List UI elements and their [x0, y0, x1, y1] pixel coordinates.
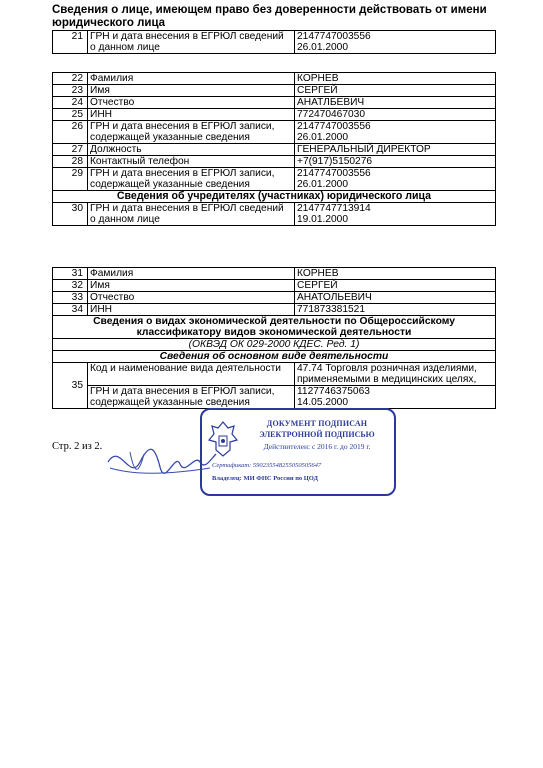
row-value: 47.74 Торговля розничная изделиями, применяемыми в медицинских целях,	[295, 363, 496, 386]
row-number: 24	[53, 97, 88, 109]
row-label: Фамилия	[88, 268, 295, 280]
row-label: Имя	[88, 280, 295, 292]
digital-signature-stamp	[200, 408, 396, 496]
table-row	[53, 121, 496, 144]
main-activity-title: Сведения об основном виде деятельности	[53, 351, 496, 363]
row-value: +7(917)5150276	[295, 156, 496, 168]
row-number: 21	[53, 31, 88, 54]
row-value: 2147747003556 26.01.2000	[295, 31, 496, 54]
table-row	[53, 304, 496, 316]
row-number: 34	[53, 304, 88, 316]
row-value: ГЕНЕРАЛЬНЫЙ ДИРЕКТОР	[295, 144, 496, 156]
activity-title: Сведения о видах экономической деятельности по Общероссийскому классификатору видов экономической деятельности	[53, 316, 496, 339]
row-label: Фамилия	[88, 73, 295, 85]
stamp-validity: Действителен: с 2016 г. до 2019 г.	[263, 442, 371, 451]
table-row	[53, 97, 496, 109]
table-row	[53, 268, 496, 280]
row-label: ГРН и дата внесения в ЕГРЮЛ сведений о данном лице	[88, 31, 295, 54]
row-value: 2147747713914 19.01.2000	[295, 203, 496, 226]
stamp-line: ДОКУМЕНТ ПОДПИСАН	[266, 419, 368, 428]
row-value: 771873381521	[295, 304, 496, 316]
row-label: Должность	[88, 144, 295, 156]
row-value: КОРНЕВ	[295, 73, 496, 85]
row-value: 2147747003556 26.01.2000	[295, 121, 496, 144]
row-number: 31	[53, 268, 88, 280]
activity-subtitle: (ОКВЭД ОК 029-2000 КДЕС. Ред. 1)	[53, 339, 496, 351]
row-number: 29	[53, 168, 88, 191]
section-heading: Сведения о лице, имеющем право без доверенности действовать от имени юридического лица	[52, 4, 487, 29]
row-label: ГРН и дата внесения в ЕГРЮЛ записи, содержащей указанные сведения	[88, 386, 295, 409]
table-row	[53, 168, 496, 191]
row-label: ИНН	[88, 109, 295, 121]
row-value: 772470467030	[295, 109, 496, 121]
page-number: Стр. 2 из 2.	[52, 441, 103, 452]
table-block-d	[52, 267, 496, 409]
row-number: 25	[53, 109, 88, 121]
table-row	[53, 109, 496, 121]
row-label: Имя	[88, 85, 295, 97]
row-label: ГРН и дата внесения в ЕГРЮЛ сведений о данном лице	[88, 203, 295, 226]
table-row	[53, 31, 496, 54]
coat-of-arms-icon	[206, 418, 240, 460]
row-label: Код и наименование вида деятельности	[88, 363, 295, 386]
table-row	[53, 292, 496, 304]
row-number: 30	[53, 203, 88, 226]
row-number: 33	[53, 292, 88, 304]
stamp-line: ЭЛЕКТРОННОЙ ПОДПИСЬЮ	[259, 430, 375, 439]
stamp-certificate: Сертификат: 590235548255050505647	[212, 462, 322, 469]
row-label: Контактный телефон	[88, 156, 295, 168]
stamp-owner: Владелец: МИ ФНС России по ЦОД	[212, 475, 318, 482]
row-value: АНАТОЛЬЕВИЧ	[295, 292, 496, 304]
row-value: СЕРГЕЙ	[295, 85, 496, 97]
row-value: 1127746375063 14.05.2000	[295, 386, 496, 409]
row-label: ГРН и дата внесения в ЕГРЮЛ записи, содержащей указанные сведения	[88, 168, 295, 191]
row-value: АНАТЛБЕВИЧ	[295, 97, 496, 109]
row-number: 27	[53, 144, 88, 156]
founders-title: Сведения об учредителях (участниках) юридического лица	[53, 191, 496, 203]
row-value: КОРНЕВ	[295, 268, 496, 280]
table-row	[53, 203, 496, 226]
table-row	[53, 280, 496, 292]
row-label: Отчество	[88, 292, 295, 304]
row-number: 22	[53, 73, 88, 85]
table-block-a	[52, 30, 496, 54]
row-label: ГРН и дата внесения в ЕГРЮЛ записи, содержащей указанные сведения	[88, 121, 295, 144]
row-number: 32	[53, 280, 88, 292]
row-label: Отчество	[88, 97, 295, 109]
table-row	[53, 85, 496, 97]
table-row	[53, 73, 496, 85]
row-number: 35	[53, 363, 88, 409]
table-row	[53, 156, 496, 168]
table-block-b	[52, 72, 496, 226]
table-row	[53, 144, 496, 156]
row-number: 23	[53, 85, 88, 97]
row-value: 2147747003556 26.01.2000	[295, 168, 496, 191]
row-value: СЕРГЕЙ	[295, 280, 496, 292]
row-label: ИНН	[88, 304, 295, 316]
row-number: 28	[53, 156, 88, 168]
row-number: 26	[53, 121, 88, 144]
